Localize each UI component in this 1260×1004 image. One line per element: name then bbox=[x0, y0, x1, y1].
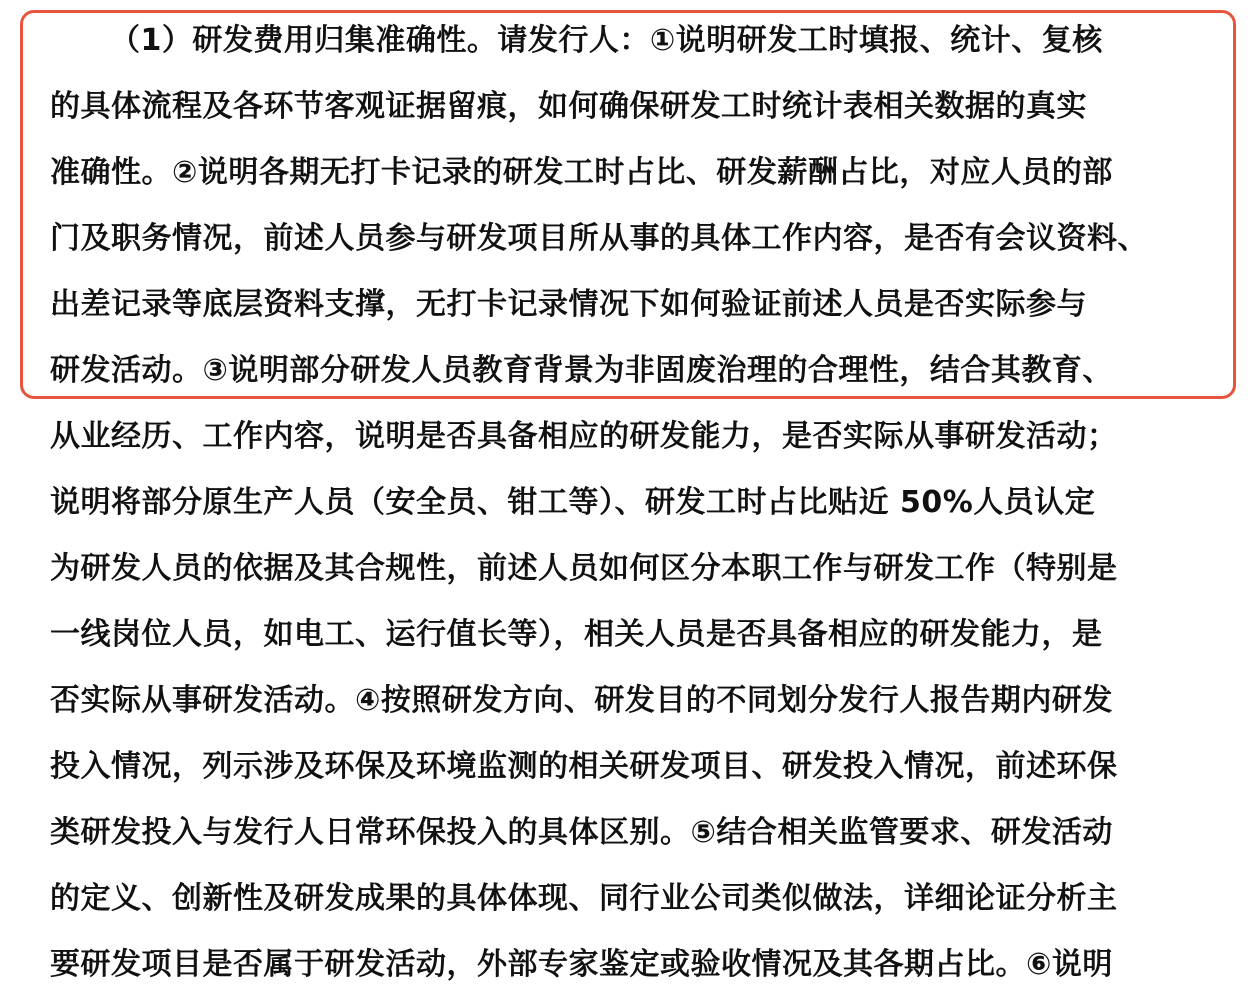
paragraph-line: 研发活动。③说明部分研发人员教育背景为非固废治理的合理性，结合其教育、 bbox=[50, 353, 1113, 388]
paragraph-line: 投入情况，列示涉及环保及环境监测的相关研发项目、研发投入情况，前述环保 bbox=[50, 749, 1118, 784]
paragraph-line: 出差记录等底层资料支撑，无打卡记录情况下如何验证前述人员是否实际参与 bbox=[50, 287, 1087, 322]
paragraph-line: （1）研发费用归集准确性。请发行人：①说明研发工时填报、统计、复核 bbox=[110, 23, 1103, 58]
paragraph-line: 的具体流程及各环节客观证据留痕，如何确保研发工时统计表相关数据的真实 bbox=[50, 89, 1087, 124]
paragraph-line: 要研发项目是否属于研发活动，外部专家鉴定或验收情况及其各期占比。⑥说明 bbox=[50, 947, 1113, 982]
paragraph-line: 否实际从事研发活动。④按照研发方向、研发目的不同划分发行人报告期内研发 bbox=[50, 683, 1113, 718]
paragraph-line: 说明将部分原生产人员（安全员、钳工等）、研发工时占比贴近 50%人员认定 bbox=[50, 485, 1096, 520]
paragraph-line: 的定义、创新性及研发成果的具体体现、同行业公司类似做法，详细论证分析主 bbox=[50, 881, 1118, 916]
paragraph-line: 为研发人员的依据及其合规性，前述人员如何区分本职工作与研发工作（特别是 bbox=[50, 551, 1118, 586]
paragraph-line: 门及职务情况，前述人员参与研发项目所从事的具体工作内容，是否有会议资料、 bbox=[50, 221, 1148, 256]
paragraph-line: 从业经历、工作内容，说明是否具备相应的研发能力，是否实际从事研发活动； bbox=[50, 419, 1118, 454]
paragraph-line: 一线岗位人员，如电工、运行值长等），相关人员是否具备相应的研发能力，是 bbox=[50, 617, 1103, 652]
highlight-box bbox=[20, 10, 1236, 399]
paragraph-line: 类研发投入与发行人日常环保投入的具体区别。⑤结合相关监管要求、研发活动 bbox=[50, 815, 1113, 850]
paragraph-line: 准确性。②说明各期无打卡记录的研发工时占比、研发薪酬占比，对应人员的部 bbox=[50, 155, 1113, 190]
